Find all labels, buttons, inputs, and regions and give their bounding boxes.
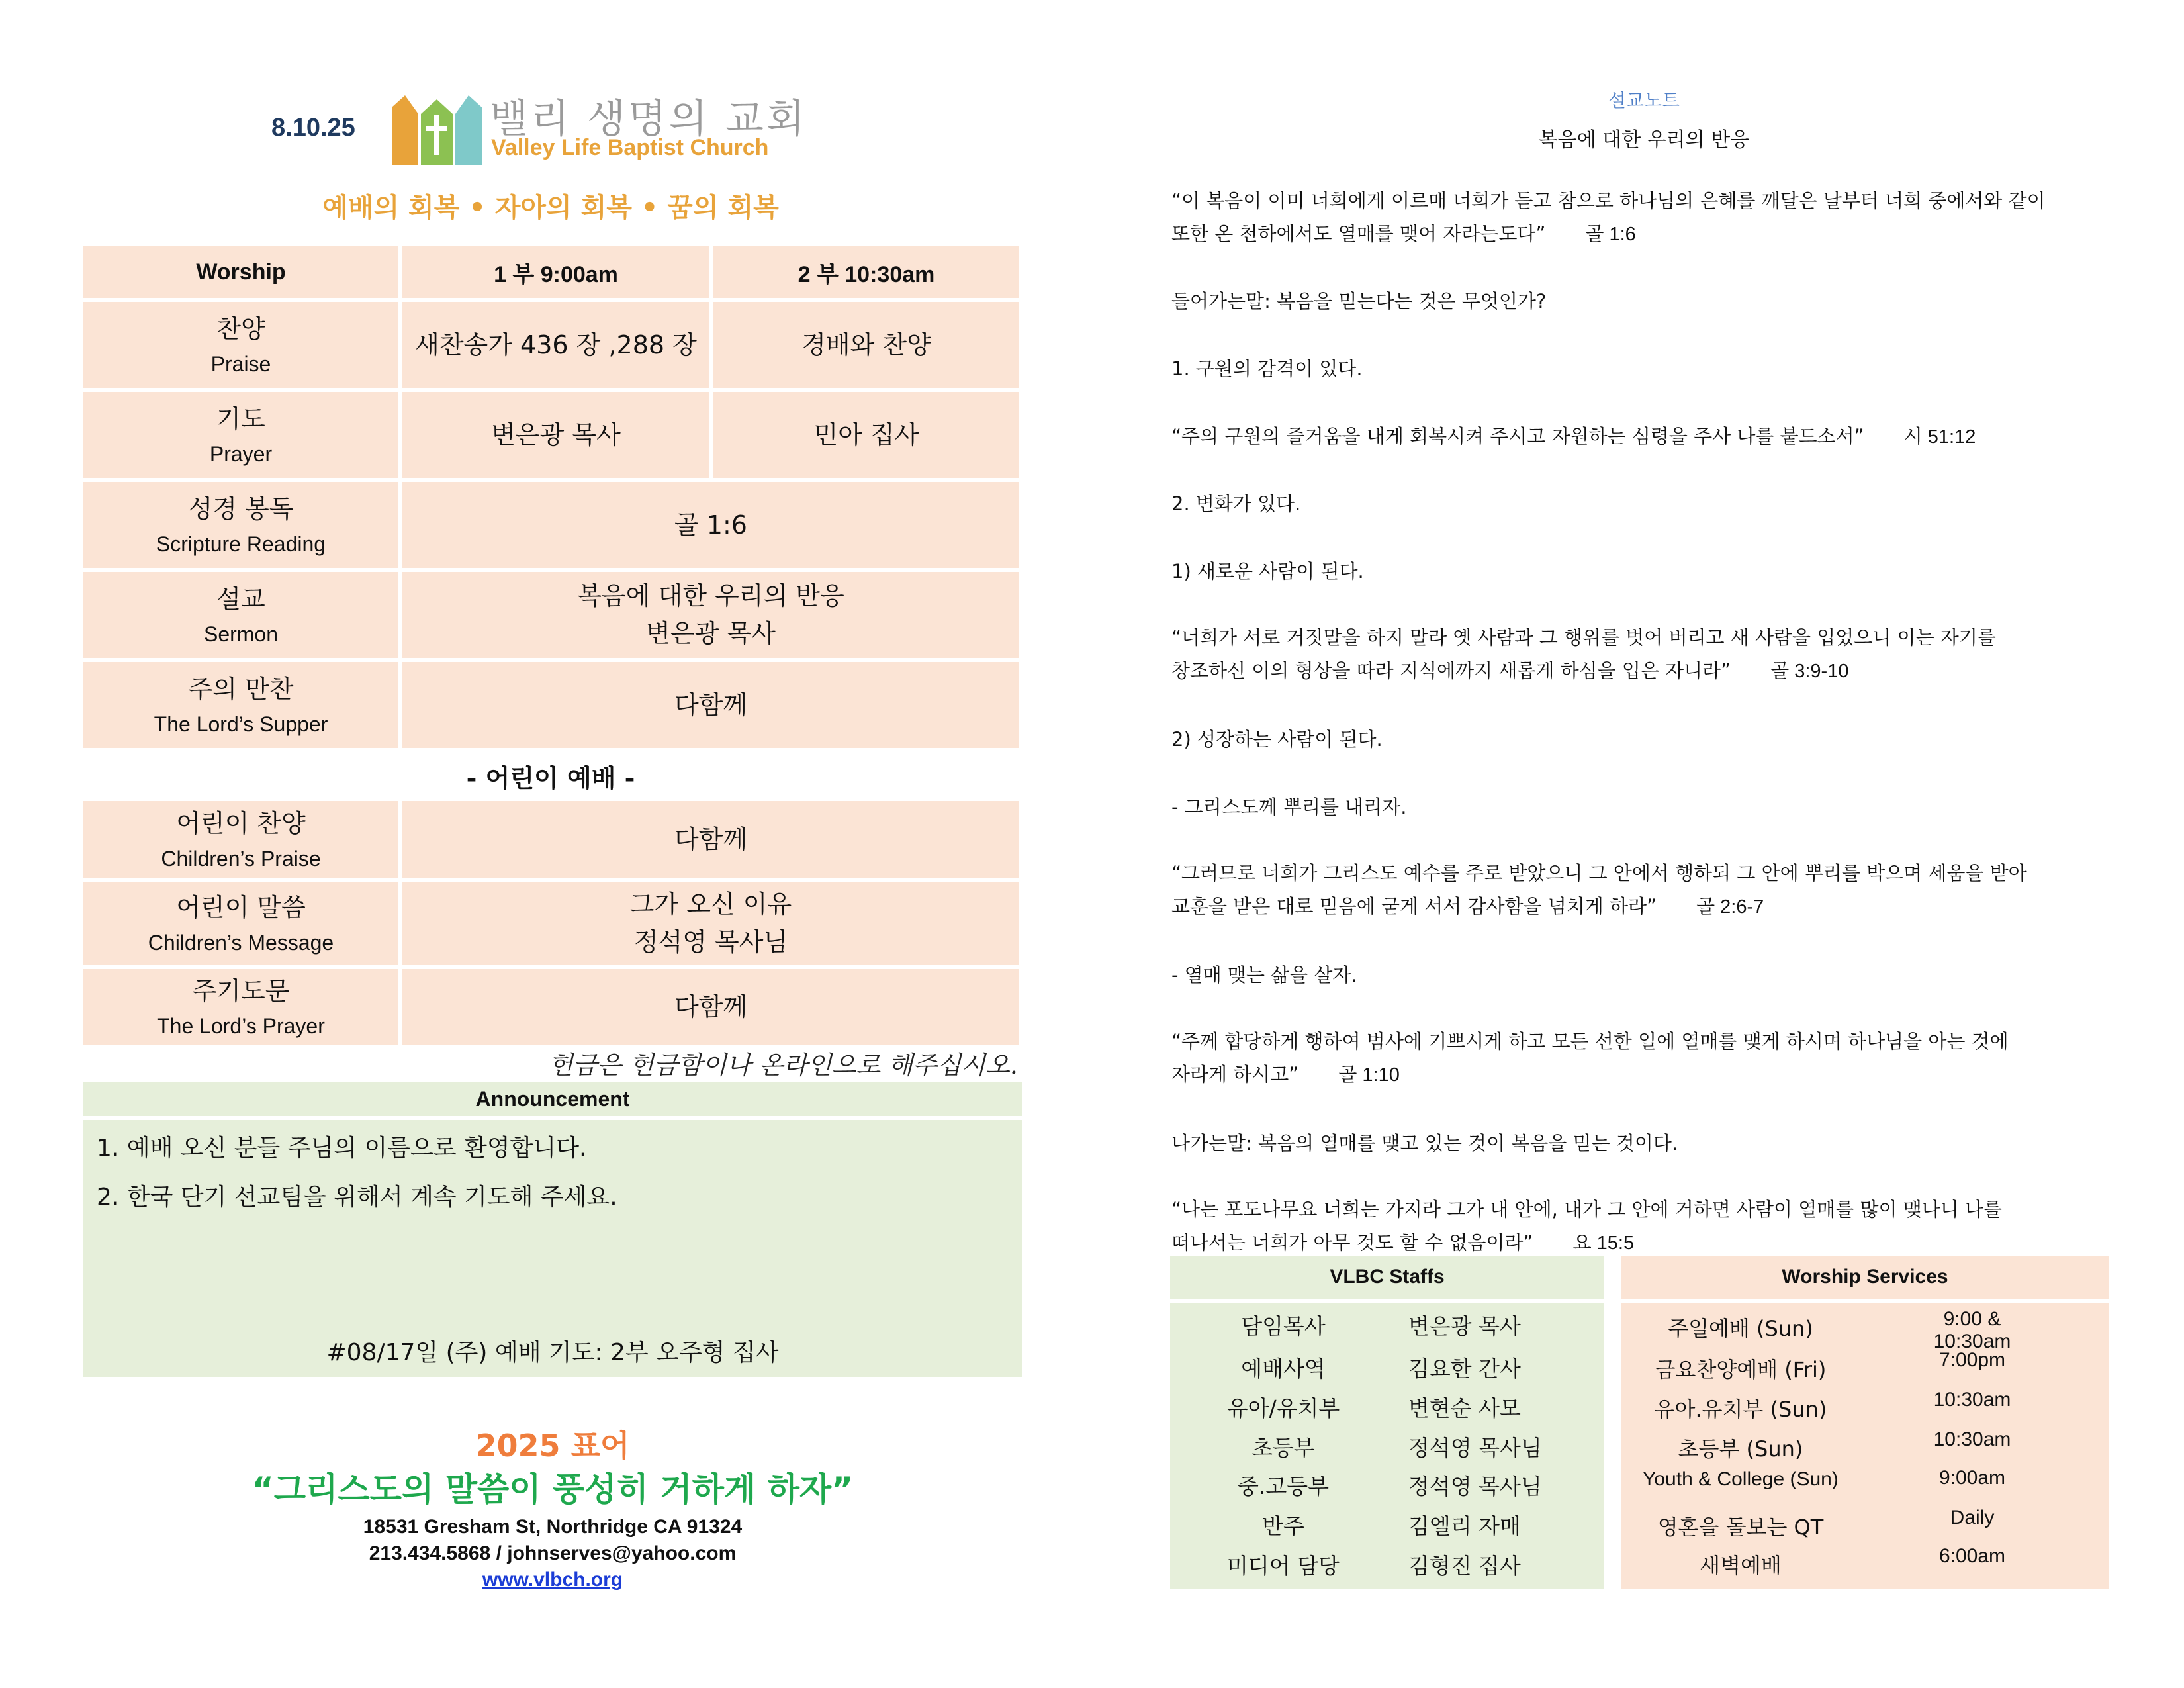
praise-label-cell — [83, 302, 398, 388]
intro-text: 들어가는말: 복음을 믿는다는 것은 무엇인가? — [1171, 290, 1547, 312]
verse-text — [1171, 857, 2124, 923]
verse-line: “이 복음이 이미 너희에게 이르매 너희가 듣고 참으로 하나님의 은혜를 깨달은 날부터 너희 중에서와 같이 — [1171, 189, 2046, 212]
sermon-label-ko: 설교 — [216, 584, 265, 614]
prayer-second-cell — [713, 392, 1019, 478]
children-praise-value: 다함께 — [674, 824, 748, 854]
staff-name: 김요한 간사 — [1408, 1356, 1521, 1382]
scripture-value-cell — [402, 482, 1019, 568]
verse-text — [1171, 621, 2124, 688]
children-message-label-cell — [83, 882, 398, 965]
sermon-notes-title: 복음에 대한 우리의 반응 — [1538, 128, 1750, 152]
verse-text — [1171, 1025, 2124, 1092]
verse-line — [1171, 654, 2124, 688]
praise-first-cell — [402, 302, 709, 388]
staff-role: 예배사역 — [1241, 1356, 1326, 1382]
verse-reference: 시 51:12 — [1903, 426, 1976, 447]
staff-divider — [1170, 1299, 1604, 1303]
prayer-label-ko: 기도 — [216, 404, 265, 434]
header-second-service-label: 2 부 10:30am — [797, 261, 935, 287]
lords-prayer-label-en: The Lord’s Prayer — [157, 1013, 325, 1038]
scripture-value: 골 1:6 — [674, 510, 747, 539]
dash-point: - 열매 맺는 삶을 살자. — [1171, 964, 1357, 986]
staff-role: 유아/유치부 — [1226, 1395, 1340, 1421]
verse-line-text: 또한 온 천하에서도 열매를 맺어 자라는도다” — [1171, 222, 1546, 245]
verse-reference: 골 2:6-7 — [1696, 896, 1764, 917]
prayer-label-en: Prayer — [209, 442, 273, 466]
verse-line-text: 자라게 하시고” — [1171, 1063, 1299, 1086]
verse-line: “나는 포도나무요 너희는 가지라 그가 내 안에, 내가 그 안에 거하면 사람이 열매를 많이 맺나니 나를 — [1171, 1198, 2003, 1221]
service-name: 영혼을 돌보는 QT — [1657, 1515, 1824, 1540]
point-heading: 2. 변화가 있다. — [1171, 492, 1301, 515]
lords-prayer-label-ko: 주기도문 — [192, 976, 290, 1006]
staff-role: 중.고등부 — [1237, 1474, 1329, 1499]
supper-value-cell — [402, 662, 1019, 748]
prayer-label-cell — [83, 392, 398, 478]
scripture-label-cell — [83, 482, 398, 568]
lords-prayer-value-cell — [402, 969, 1019, 1045]
supper-label-en: The Lord’s Supper — [154, 712, 328, 736]
conclusion-text: 나가는말: 복음의 열매를 맺고 있는 것이 복음을 믿는 것이다. — [1171, 1132, 1678, 1154]
sermon-title: 복음에 대한 우리의 반응 — [577, 581, 844, 610]
verse-line — [1171, 890, 2124, 923]
staff-name: 변은광 목사 — [1408, 1313, 1521, 1339]
service-time: Daily — [1950, 1507, 1995, 1528]
verse-reference: 골 1:6 — [1585, 224, 1636, 245]
announcement-item: 1. 예배 오신 분들 주님의 이름으로 환영합니다. — [97, 1135, 587, 1162]
service-name: 유아.유치부 (Sun) — [1654, 1397, 1827, 1422]
verse-line — [1171, 1226, 2124, 1260]
service-time: 6:00am — [1938, 1545, 2006, 1567]
verse-line: “그러므로 너희가 그리스도 예수를 주로 받았으니 그 안에서 행하되 그 안에 뿌리를 박으며 세움을 받아 — [1171, 862, 2027, 884]
scripture-label-ko: 성경 봉독 — [188, 494, 294, 524]
lords-prayer-value: 다함께 — [674, 992, 748, 1021]
service-name: Youth & College (Sun) — [1643, 1468, 1839, 1490]
children-worship-title: - 어린이 예배 - — [466, 764, 635, 793]
service-time: 9:00 & 10:30am — [1933, 1308, 2011, 1352]
motto-year: 2025 표어 — [475, 1428, 630, 1464]
header-second-service — [713, 246, 1019, 298]
verse-text — [1171, 1193, 2124, 1260]
children-message-label-ko: 어린이 말씀 — [176, 892, 306, 922]
children-praise-value-cell — [402, 801, 1019, 878]
staff-name: 김형진 집사 — [1408, 1553, 1521, 1579]
praise-second-value: 경배와 찬양 — [801, 330, 931, 359]
bulletin-theme: 예배의 회복 • 자아의 회복 • 꿈의 회복 — [322, 193, 779, 223]
staff-role: 초등부 — [1251, 1435, 1315, 1461]
supper-label-ko: 주의 만찬 — [188, 674, 294, 704]
dash-point: - 그리스도께 뿌리를 내리자. — [1171, 796, 1407, 818]
header-worship — [83, 246, 398, 298]
verse-line-text: “주의 구원의 즐거움을 내게 회복시켜 주시고 자원하는 심령을 주사 나를 붙드소서” — [1171, 425, 1864, 447]
verse-line — [1171, 1058, 2124, 1092]
children-message-title: 그가 오신 이유 — [629, 890, 792, 919]
header-first-service — [402, 246, 709, 298]
praise-label-ko: 찬양 — [216, 314, 265, 344]
verse-line-text: 창조하신 이의 형상을 따라 지식에까지 새롭게 하심을 입은 자니라” — [1171, 659, 1731, 682]
service-name: 새벽예배 — [1700, 1553, 1782, 1578]
service-time: 9:00am — [1938, 1467, 2006, 1489]
sub-point: 1) 새로운 사람이 된다. — [1171, 560, 1364, 583]
point-heading: 1. 구원의 감격이 있다. — [1171, 357, 1363, 380]
staff-name: 정석영 목사님 — [1408, 1435, 1542, 1461]
service-name: 주일예배 (Sun) — [1668, 1316, 1813, 1341]
verse-reference: 골 3:9-10 — [1770, 661, 1849, 682]
sermon-preacher: 변은광 목사 — [646, 619, 776, 648]
staff-heading: VLBC Staffs — [1330, 1266, 1445, 1288]
prayer-first-value: 변은광 목사 — [491, 420, 621, 449]
announcement-body — [83, 1120, 1022, 1377]
scripture-label-en: Scripture Reading — [156, 532, 326, 556]
announcement-heading: Announcement — [83, 1082, 1022, 1116]
praise-label-en: Praise — [210, 352, 271, 376]
verse-line-text: 교훈을 받은 대로 믿음에 굳게 서서 감사함을 넘치게 하라” — [1171, 895, 1657, 917]
prayer-first-cell — [402, 392, 709, 478]
church-address: 18531 Gresham St, Northridge CA 91324 — [363, 1516, 743, 1538]
children-message-label-en: Children’s Message — [148, 930, 334, 955]
sermon-value-cell — [402, 572, 1019, 658]
verse-reference: 골 1:10 — [1338, 1064, 1400, 1086]
staff-role: 미디어 담당 — [1227, 1553, 1340, 1579]
children-message-preacher: 정석영 목사님 — [633, 927, 788, 957]
church-motto: “그리스도의 말씀이 풍성히 거하게 하자” — [251, 1470, 854, 1509]
verse-text — [1171, 184, 2124, 251]
verse-text — [1171, 420, 2124, 453]
children-praise-label-en: Children’s Praise — [161, 846, 321, 870]
staff-name: 정석영 목사님 — [1408, 1474, 1542, 1499]
service-name: 초등부 (Sun) — [1678, 1436, 1803, 1462]
lords-prayer-label-cell — [83, 969, 398, 1045]
verse-reference: 요 15:5 — [1572, 1233, 1635, 1254]
church-website-link[interactable]: www.vlbch.org — [482, 1569, 623, 1591]
supper-label-cell — [83, 662, 398, 748]
service-time: 10:30am — [1933, 1429, 2011, 1450]
staff-name: 변현순 사모 — [1408, 1395, 1521, 1421]
service-name: 금요찬양예배 (Fri) — [1655, 1357, 1827, 1382]
bulletin-date: 8.10.25 — [271, 114, 355, 142]
service-time: 10:30am — [1933, 1389, 2011, 1411]
church-name-korean: 밸리 생명의 교회 — [490, 96, 807, 142]
sub-point: 2) 성장하는 사람이 된다. — [1171, 728, 1383, 751]
children-praise-label-ko: 어린이 찬양 — [176, 808, 306, 838]
announcement-item: 2. 한국 단기 선교팀을 위해서 계속 기도해 주세요. — [97, 1184, 617, 1211]
verse-line: “주께 합당하게 행하여 범사에 기쁘시게 하고 모든 선한 일에 열매를 맺게 하시며 하나님을 아는 것에 — [1171, 1030, 2009, 1053]
children-message-value-cell — [402, 882, 1019, 965]
staff-box — [1170, 1256, 1604, 1589]
supper-value: 다함께 — [674, 690, 748, 720]
header-first-service-label: 1 부 9:00am — [494, 261, 618, 287]
next-prayer-note: #08/17일 (주) 예배 기도: 2부 오주형 집사 — [326, 1339, 779, 1366]
church-name-english: Valley Life Baptist Church — [491, 135, 769, 160]
verse-line: “너희가 서로 거짓말을 하지 말라 옛 사람과 그 행위를 벗어 버리고 새 사람을 입었으니 이는 자기를 — [1171, 626, 1996, 649]
prayer-second-value: 민아 집사 — [813, 420, 919, 449]
header-worship-label: Worship — [196, 259, 286, 285]
service-time: 7:00pm — [1938, 1349, 2006, 1371]
praise-second-cell — [713, 302, 1019, 388]
sermon-notes-label: 설교노트 — [1608, 89, 1680, 111]
church-contact: 213.434.5868 / johnserves@yahoo.com — [369, 1542, 737, 1564]
staff-role: 반주 — [1262, 1513, 1304, 1539]
staff-role: 담임목사 — [1241, 1313, 1326, 1339]
services-heading: Worship Services — [1782, 1266, 1948, 1288]
praise-first-value: 새찬송가 436 장 ,288 장 — [415, 330, 697, 359]
sermon-label-en: Sermon — [203, 622, 279, 646]
church-logo-icon — [390, 94, 483, 167]
verse-line — [1171, 217, 2124, 251]
sermon-label-cell — [83, 572, 398, 658]
services-divider — [1621, 1299, 2109, 1303]
services-box — [1621, 1256, 2109, 1589]
verse-line-text: 떠나서는 너희가 아무 것도 할 수 없음이라” — [1171, 1231, 1533, 1254]
offering-note: 헌금은 헌금함이나 온라인으로 해주십시오. — [548, 1051, 1018, 1080]
children-praise-label-cell — [83, 801, 398, 878]
staff-name: 김엘리 자매 — [1408, 1513, 1521, 1539]
